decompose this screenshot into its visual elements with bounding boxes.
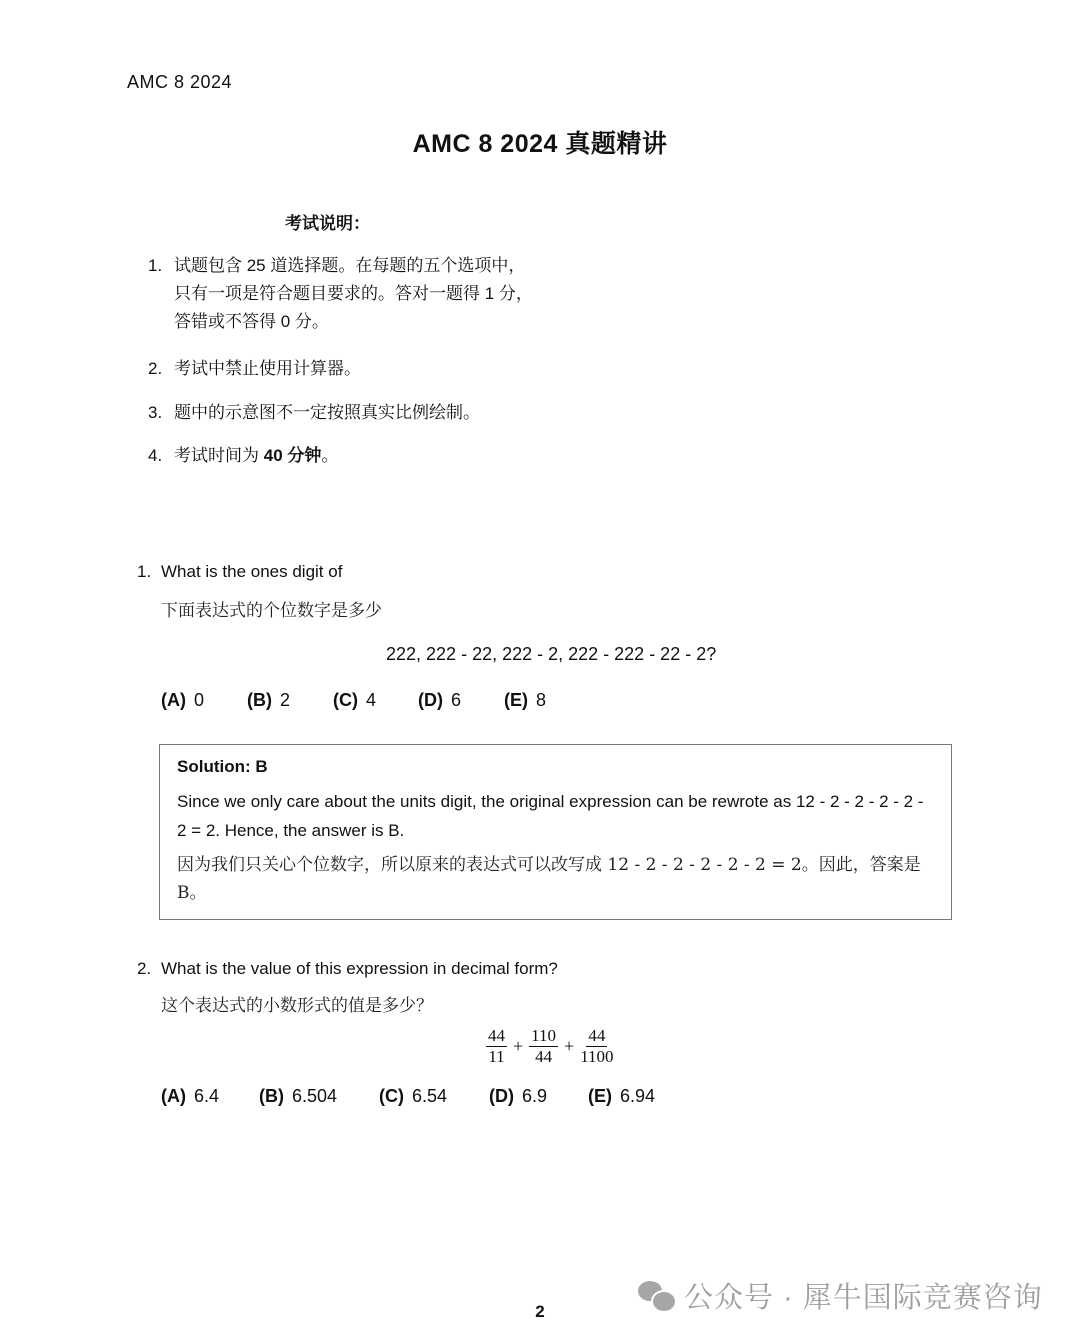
page-number: 2 — [535, 1302, 545, 1321]
instruction-item: 4. 考试时间为 40 分钟。 — [148, 446, 339, 465]
question-2-expression: $\frac{44}{11}$ + $\frac{110}{44}$ + $\frac{44}{1100}$ — [488, 1026, 614, 1066]
solution-title: Solution: B — [177, 757, 268, 776]
choice-d: (D) 6.9 — [489, 1086, 548, 1106]
choice-a: (A) 6.4 — [161, 1086, 220, 1106]
solution-en: Since we only care about the units digit, the original expression can be rewrote as 12 - 2 - 2 - 2 - 2 - 2 = 2. Hence, the answer is B. — [177, 792, 924, 840]
title-en: AMC 8 2024 — [412, 130, 558, 158]
question-1-expression: 222, 222 - 22, 222 - 2, 222 - 222 - 22 - 2? — [386, 644, 717, 664]
running-header: AMC 8 2024 — [127, 72, 233, 92]
choice-e: (E) 8 — [504, 690, 547, 710]
solution-box — [159, 744, 952, 920]
instruction-item: 3. 题中的示意图不一定按照真实比例绘制。 — [148, 403, 480, 422]
fraction: $\frac{110}{44}$ — [531, 1026, 557, 1066]
choice-b: (B) 6.504 — [259, 1086, 338, 1106]
choice-b: (B) 2 — [247, 690, 291, 710]
choice-c: (C) 4 — [333, 690, 377, 710]
question-2-prompt: 2. What is the value of this expression in decimal form? — [137, 959, 558, 978]
page-title — [0, 124, 1080, 160]
watermark-text: 公众号 · 犀牛国际竞赛咨询 — [684, 1282, 1043, 1314]
title-cn: 真题精讲 — [565, 130, 668, 158]
choice-a: (A) 0 — [161, 690, 205, 710]
choice-e: (E) 6.94 — [588, 1086, 656, 1106]
instructions-heading: 考试说明： — [285, 214, 370, 233]
instruction-item: 1. 试题包含 25 道选择题。在每题的五个选项中，只有一项是符合题目要求的。答对一题得 1 分，答错或不答得 0 分。 — [148, 256, 533, 331]
question-1-prompt: 1. What is the ones digit of — [137, 562, 343, 581]
choice-d: (D) 6 — [418, 690, 462, 710]
fraction: $\frac{44}{1100}$ — [580, 1026, 614, 1066]
fraction: $\frac{44}{11}$ — [488, 1026, 505, 1066]
solution-cn: 因为我们只关心个位数字，所以原来的表达式可以改写成 12 - 2 - 2 - 2 - 2 - 2 = 2。因此，答案是 B。 — [177, 855, 921, 903]
question-1-cn: 下面表达式的个位数字是多少 — [161, 601, 382, 621]
question-2-cn: 这个表达式的小数形式的值是多少？ — [161, 996, 433, 1016]
instruction-item: 2. 考试中禁止使用计算器。 — [148, 359, 361, 378]
question-1-choices — [161, 690, 546, 711]
question-2-choices — [161, 1086, 655, 1107]
choice-c: (C) 6.54 — [379, 1086, 448, 1106]
